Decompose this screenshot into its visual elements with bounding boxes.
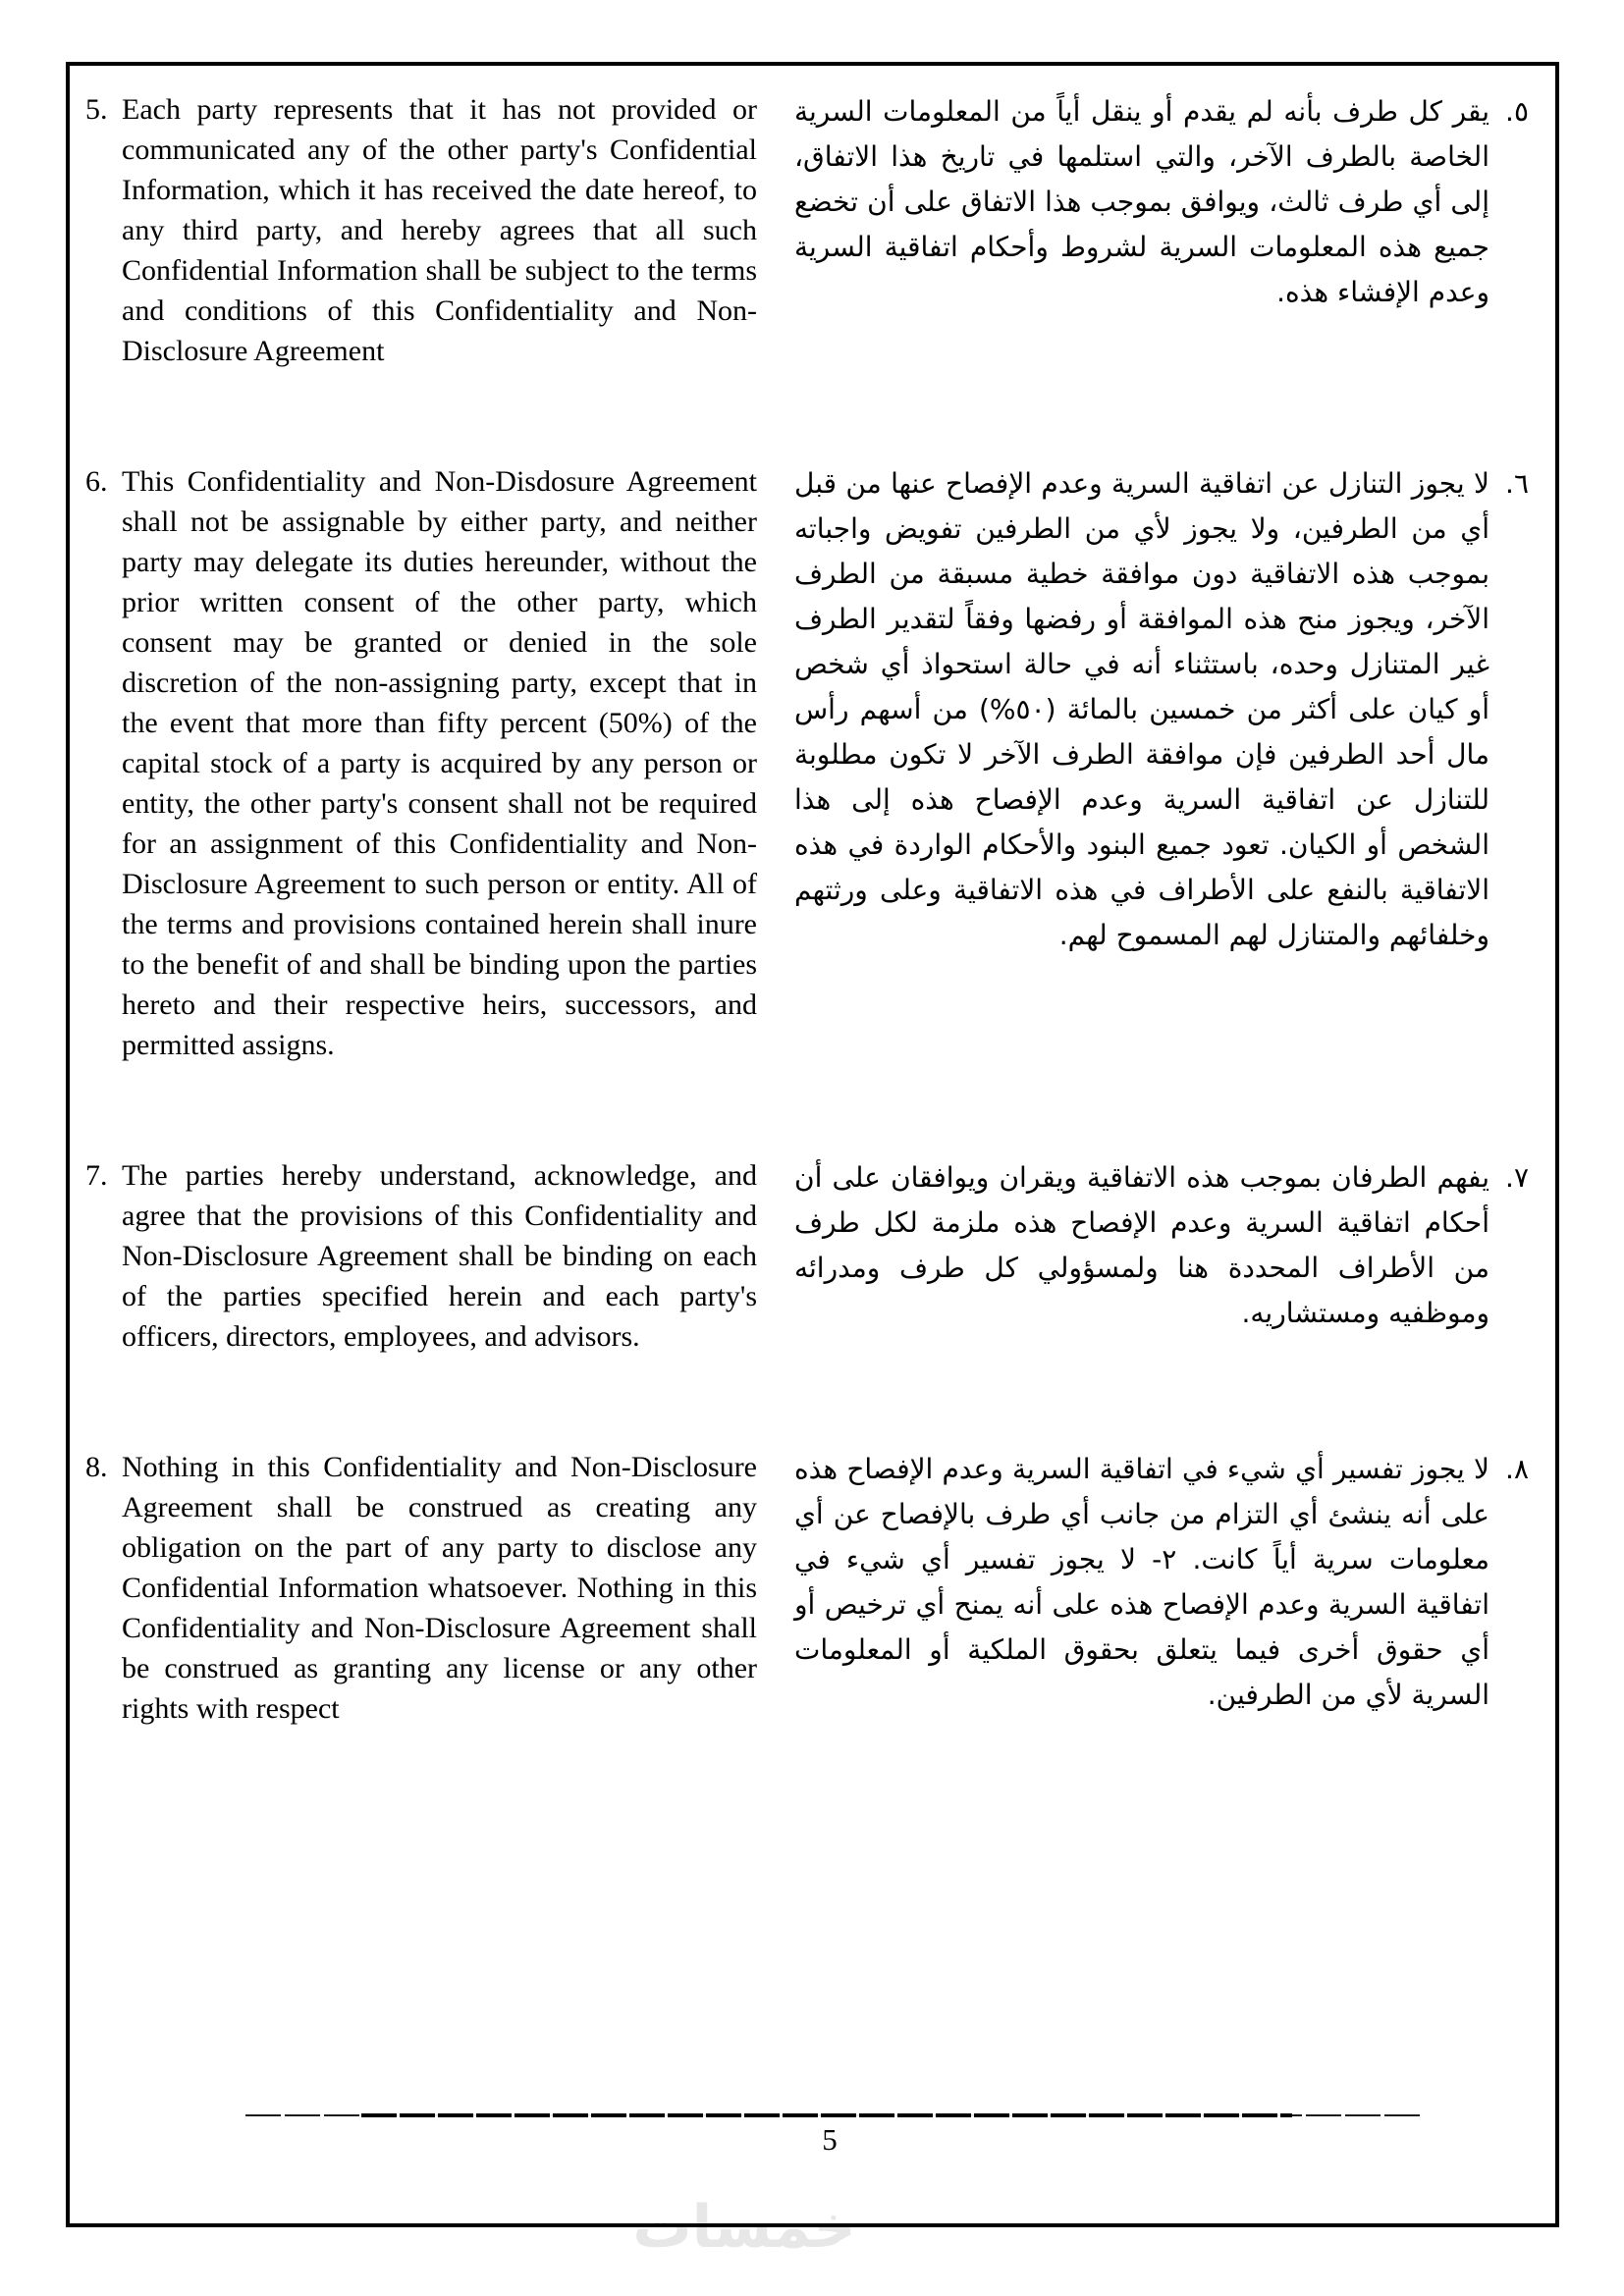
page-number: 5 xyxy=(822,2122,838,2157)
clause-row-7 xyxy=(85,1155,1529,1357)
clause-8-number-ar: ٨. xyxy=(1505,1453,1529,1485)
clause-8-arabic-column xyxy=(794,1447,1529,1718)
clause-7-english-paragraph xyxy=(85,1155,757,1357)
footer-separator-line xyxy=(245,2112,1424,2118)
clause-8-english-column xyxy=(85,1447,757,1729)
clause-5-english-paragraph xyxy=(85,89,757,371)
clause-7-number-ar: ٧. xyxy=(1505,1161,1529,1194)
footer-separator-bold-segment xyxy=(361,2113,1292,2117)
clause-5-number-en: 5. xyxy=(85,93,108,126)
clause-7-text-ar: يفهم الطرفان بموجب هذه الاتفاقية ويقران ويوافقان على أن أحكام اتفاقية السرية وعدم الإفصاح هذه ملزمة لكل طرف من الأطراف المحددة هنا ولمسؤولي كل طرف ومدرائه وموظفيه ومستشاريه. xyxy=(794,1161,1489,1329)
clause-6-english-paragraph xyxy=(85,461,757,1065)
clause-7-text-en: The parties hereby understand, acknowledge, and agree that the provisions of this Confidentiality and Non-Disclosure Agreement shall be binding on each of the parties specified herein and each party's officers, directors, employees, and advisors. xyxy=(122,1159,757,1353)
clause-row-8 xyxy=(85,1447,1529,1729)
page-border-frame xyxy=(66,62,1559,2227)
clause-row-5 xyxy=(85,89,1529,371)
clause-5-arabic-paragraph xyxy=(794,89,1529,315)
clause-6-arabic-column xyxy=(794,461,1529,958)
clause-8-number-en: 8. xyxy=(85,1451,108,1483)
clause-8-text-ar: لا يجوز تفسير أي شيء في اتفاقية السرية وعدم الإفصاح هذه على أنه ينشئ أي التزام من جانب أي طرف بالإفصاح عن أي معلومات سرية أياً كانت. ٢- لا يجوز تفسير أي شيء في اتفاقية السرية وعدم الإفصاح هذه على أنه يمنح أي ترخيص أو أي حقوق أخرى فيما يتعلق بحقوق الملكية أو المعلومات السرية لأي من الطرفين. xyxy=(794,1453,1489,1711)
clause-5-arabic-column xyxy=(794,89,1529,315)
clause-7-arabic-paragraph xyxy=(794,1155,1529,1336)
clause-5-text-ar: يقر كل طرف بأنه لم يقدم أو ينقل أياً من المعلومات السرية الخاصة بالطرف الآخر، والتي استلمها في تاريخ هذا الاتفاق، إلى أي طرف ثالث، ويوافق بموجب هذا الاتفاق على أن تخضع جميع هذه المعلومات السرية لشروط وأحكام اتفاقية السرية وعدم الإفشاء هذه. xyxy=(794,95,1489,308)
khamsat-watermark: خمسات xyxy=(632,2193,856,2262)
clause-6-number-en: 6. xyxy=(85,465,108,498)
clause-6-number-ar: ٦. xyxy=(1505,467,1529,500)
clause-5-english-column xyxy=(85,89,757,371)
clause-5-number-ar: ٥. xyxy=(1505,95,1529,128)
clause-6-arabic-paragraph xyxy=(794,461,1529,958)
clause-6-text-ar: لا يجوز التنازل عن اتفاقية السرية وعدم الإفصاح عنها من قبل أي من الطرفين، ولا يجوز لأي من الطرفين تفويض واجباته بموجب هذه الاتفاقية دون موافقة خطية مسبقة من الطرف الآخر، ويجوز منح هذه الموافقة أو رفضها وفقاً لتقدير الطرف غير المتنازل وحده، باستثناء أنه في حالة استحواذ أي شخص أو كيان على أكثر من خمسين بالمائة (٥٠%) من أسهم رأس مال أحد الطرفين فإن موافقة الطرف الآخر لا تكون مطلوبة للتنازل عن اتفاقية السرية وعدم الإفصاح هذه إلى هذا الشخص أو الكيان. تعود جميع البنود والأحكام الواردة في هذه الاتفاقية بالنفع على الأطراف في هذه الاتفاقية وعلى ورثتهم وخلفائهم والمتنازل لهم المسموح لهم. xyxy=(794,467,1489,951)
clause-8-text-en: Nothing in this Confidentiality and Non-Disclosure Agreement shall be construed as creating any obligation on the part of any party to disclose any Confidential Information whatsoever. Nothing in this Confidentiality and Non-Disclosure Agreement shall be construed as granting any license or any other rights with respect xyxy=(122,1451,757,1725)
clause-7-number-en: 7. xyxy=(85,1159,108,1192)
clause-8-arabic-paragraph xyxy=(794,1447,1529,1718)
clause-8-english-paragraph xyxy=(85,1447,757,1729)
clause-7-english-column xyxy=(85,1155,757,1357)
clause-6-text-en: This Confidentiality and Non-Disdosure Agreement shall not be assignable by either party, and neither party may delegate its duties hereunder, without the prior written consent of the other party, which consent may be granted or denied in the sole discretion of the non-assigning party, except that in the event that more than fifty percent (50%) of the capital stock of a party is acquired by any person or entity, the other party's consent shall not be required for an assignment of this Confidentiality and Non-Disclosure Agreement to such person or entity. All of the terms and provisions contained herein shall inure to the benefit of and shall be binding upon the parties hereto and their respective heirs, successors, and permitted assigns. xyxy=(122,465,757,1061)
clause-row-6 xyxy=(85,461,1529,1065)
clause-7-arabic-column xyxy=(794,1155,1529,1336)
clause-5-text-en: Each party represents that it has not provided or communicated any of the other party's Confidential Information, which it has received the date hereof, to any third party, and hereby agrees that all such Confidential Information shall be subject to the terms and conditions of this Confidentiality and Non-Disclosure Agreement xyxy=(122,93,757,367)
clause-6-english-column xyxy=(85,461,757,1065)
